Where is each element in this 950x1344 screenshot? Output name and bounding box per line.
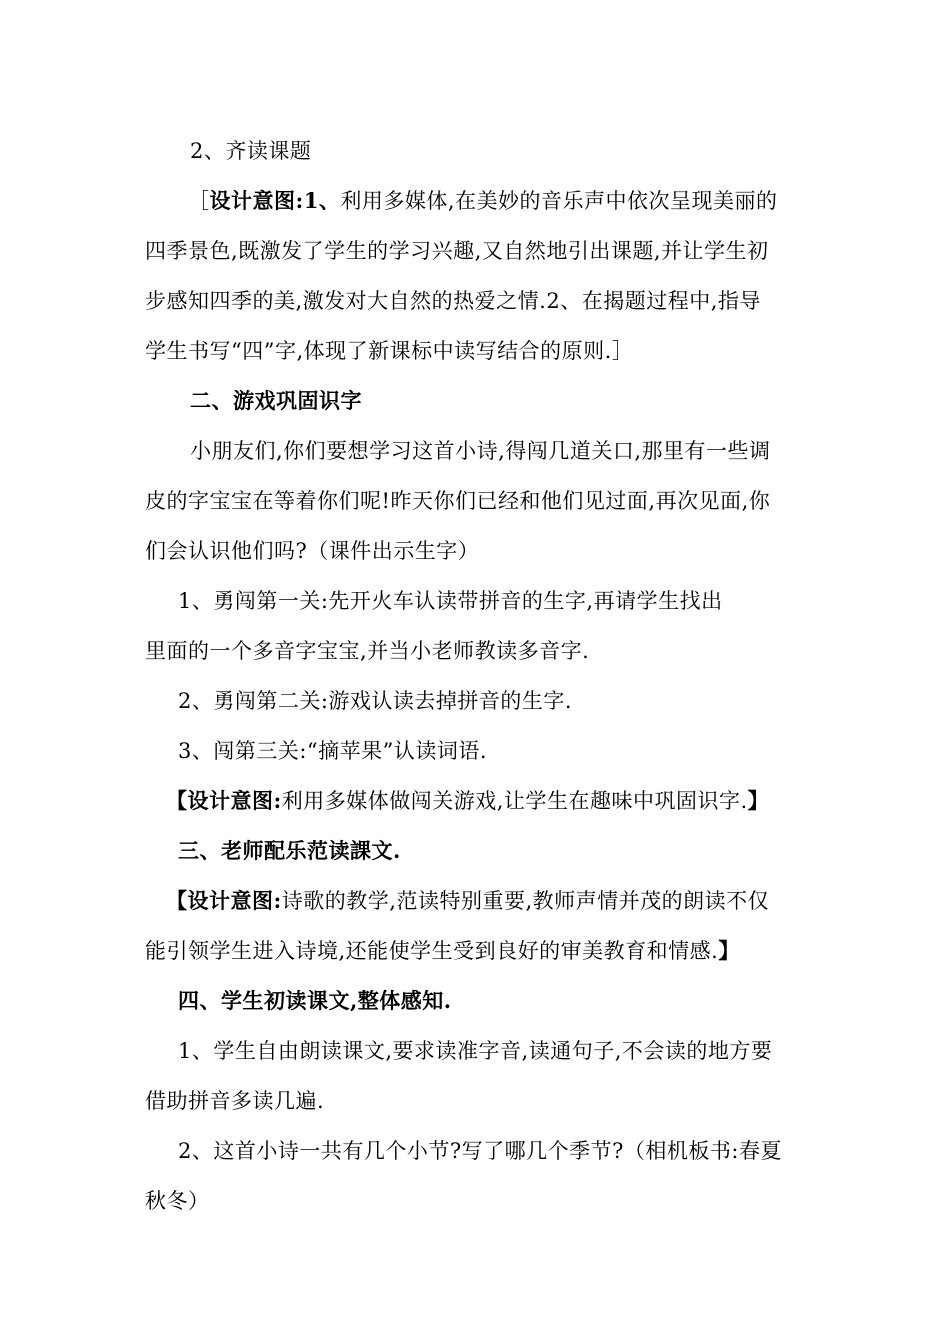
intro-paragraph-line-3: 们会认识他们吗?（课件出示生字） xyxy=(145,539,480,563)
step-1-line-2: 借助拼音多读几遍. xyxy=(145,1089,325,1113)
design-intent-line-4: 学生书写“四”字,体现了新课标中读写结合的原则.］ xyxy=(145,339,634,363)
design-intent-paragraph-3-line-2: 能引领学生进入诗境,还能使学生受到良好的审美教育和情感.】 xyxy=(145,938,740,963)
design-intent-paragraph-3-line-1: 【设计意图:诗歌的教学,范读特别重要,教师声情并茂的朗读不仅 xyxy=(166,888,770,913)
step-1-line-1: 1、学生自由朗读课文,要求读准字音,读通句子,不会读的地方要 xyxy=(178,1039,773,1063)
heading-teacher-model-reading: 三、老师配乐范读課文. xyxy=(178,838,401,863)
heading-game-literacy: 二、游戏巩固识字 xyxy=(190,388,362,413)
design-intent-paragraph-1: ［设计意图:1、利用多媒体,在美妙的音乐声中依次呈现美丽的 xyxy=(188,188,778,213)
step-2-line-2: 秋冬） xyxy=(145,1189,210,1213)
level-3: 3、闯第三关:“摘苹果”认读词语. xyxy=(178,739,488,763)
level-1-line-1: 1、勇闯第一关:先开火车认读带拼音的生字,再请学生找出 xyxy=(178,589,723,613)
level-2: 2、勇闯第二关:游戏认读去掉拼音的生字. xyxy=(178,689,573,713)
section-step-2-read-title: 2、齐读课题 xyxy=(190,139,312,163)
level-1-line-2: 里面的一个多音字宝宝,并当小老师教读多音字. xyxy=(145,639,590,663)
heading-student-first-reading: 四、学生初读课文,整体感知. xyxy=(178,988,452,1013)
intro-paragraph-line-1: 小朋友们,你们要想学习这首小诗,得闯几道关口,那里有一些调 xyxy=(190,439,771,463)
design-intent-paragraph-2: 【设计意图:利用多媒体做闯关游戏,让学生在趣味中巩固识字.】 xyxy=(166,788,770,813)
design-intent-line-3: 步感知四季的美,激发对大自然的热爱之情.2、在揭题过程中,指导 xyxy=(145,289,761,313)
intro-paragraph-line-2: 皮的字宝宝在等着你们呢!昨天你们已经和他们见过面,再次见面,你 xyxy=(145,489,771,513)
design-intent-line-2: 四季景色,既激发了学生的学习兴趣,又自然地引出课题,并让学生初 xyxy=(145,239,769,263)
step-2-line-1: 2、这首小诗一共有几个小节?写了哪几个季节?（相机板书:春夏 xyxy=(178,1139,782,1163)
